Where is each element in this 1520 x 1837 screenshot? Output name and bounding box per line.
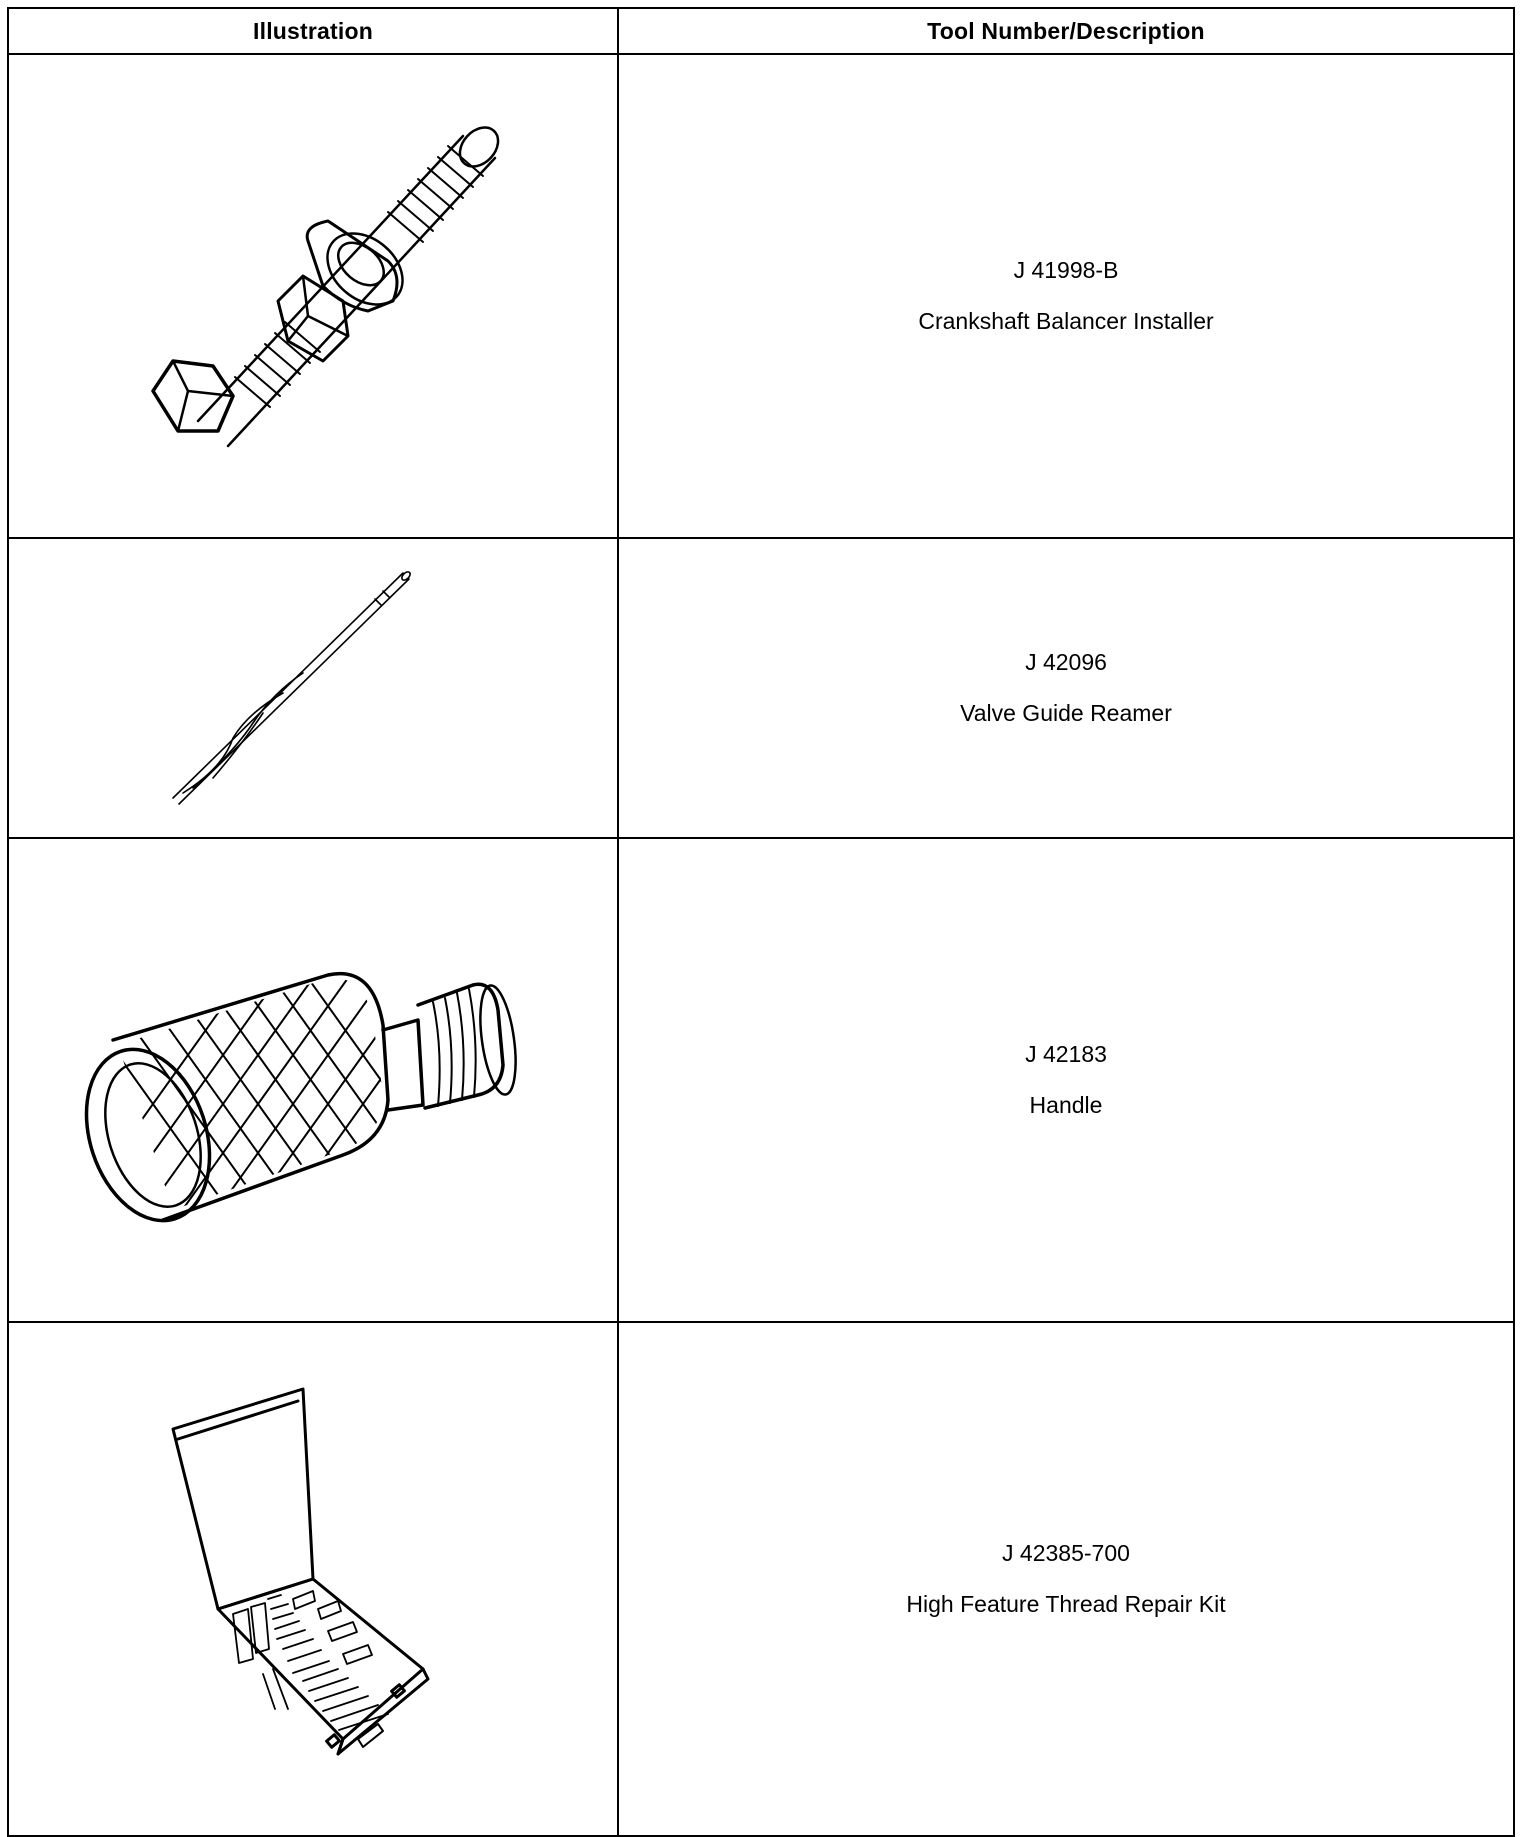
tool-number: J 41998-B: [1013, 257, 1119, 283]
illustration-cell: [8, 538, 618, 838]
illustration-cell: [8, 1322, 618, 1836]
crankshaft-balancer-installer-icon: [103, 86, 523, 506]
tool-description: Crankshaft Balancer Installer: [918, 308, 1214, 334]
description-cell: [618, 1322, 1514, 1836]
illustration-header: Illustration: [8, 8, 618, 54]
illustration-cell: [8, 54, 618, 538]
valve-guide-reamer-icon: [163, 553, 463, 823]
table-row: [8, 1322, 1514, 1836]
tool-description: High Feature Thread Repair Kit: [906, 1591, 1226, 1617]
illustration-cell: [8, 838, 618, 1322]
thread-repair-kit-case-icon: [153, 1369, 473, 1789]
description-cell: [618, 838, 1514, 1322]
table-row: [8, 838, 1514, 1322]
table-row: [8, 54, 1514, 538]
tool-number: J 42096: [1025, 649, 1107, 675]
knurled-handle-icon: [73, 930, 553, 1230]
description-cell: [618, 54, 1514, 538]
tool-number: J 42385-700: [1002, 1540, 1130, 1566]
description-cell: [618, 538, 1514, 838]
tool-description: Valve Guide Reamer: [960, 700, 1172, 726]
table-row: [8, 538, 1514, 838]
tool-table: [7, 7, 1515, 1837]
tool-number: J 42183: [1025, 1041, 1107, 1067]
tool-header: Tool Number/Description: [618, 8, 1514, 54]
tool-description: Handle: [1029, 1092, 1103, 1118]
header-row: [8, 8, 1514, 54]
